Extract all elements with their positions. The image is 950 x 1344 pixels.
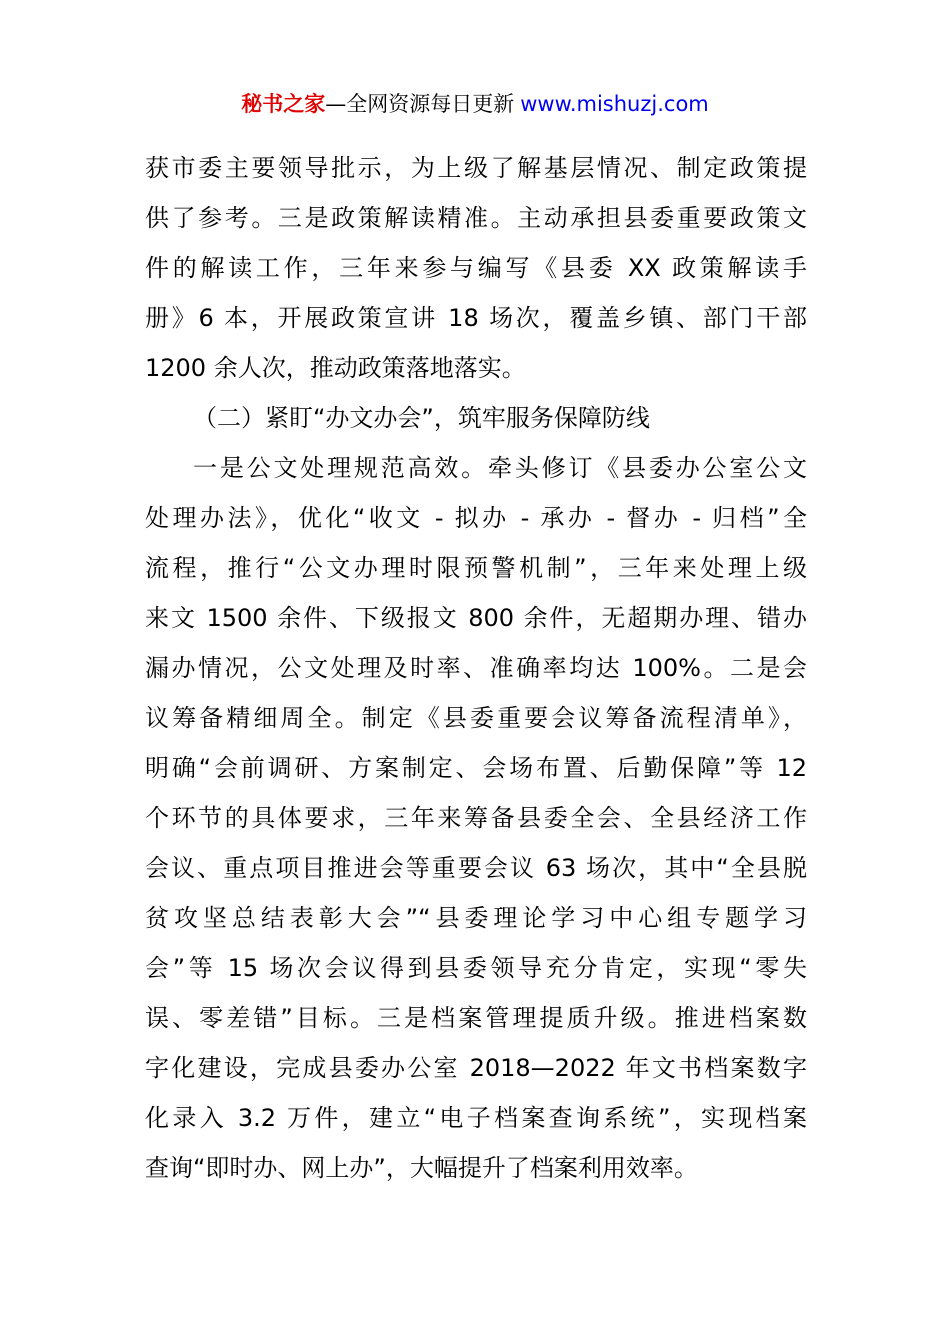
body-line: 个环节的具体要求，三年来筹备县委全会、全县经济工作 — [145, 804, 807, 832]
body-line: 字化建设，完成县委办公室 2018—2022 年文书档案数字 — [145, 1054, 807, 1082]
body-line: 会议、重点项目推进会等重要会议 63 场次，其中“全县脱 — [145, 854, 807, 882]
body-line: 供了参考。三是政策解读精准。主动承担县委重要政策文 — [145, 204, 807, 232]
body-line: 件的解读工作，三年来参与编写《县委 XX 政策解读手 — [145, 254, 807, 282]
body-line: 贫攻坚总结表彰大会”“县委理论学习中心组专题学习 — [145, 904, 807, 932]
body-line: 流程，推行“公文办理时限预警机制”，三年来处理上级 — [145, 554, 807, 582]
website-link[interactable]: www.mishuzj.com — [520, 92, 709, 116]
body-line: 册》6 本，开展政策宣讲 18 场次，覆盖乡镇、部门干部 — [145, 304, 807, 332]
body-line: 明确“会前调研、方案制定、会场布置、后勤保障”等 12 — [145, 754, 807, 782]
body-line: 误、零差错”目标。三是档案管理提质升级。推进档案数 — [145, 1004, 807, 1032]
body-line: 会”等 15 场次会议得到县委领导充分肯定，实现“零失 — [145, 954, 807, 982]
header-slogan: —全网资源每日更新 — [325, 92, 515, 116]
brand-name: 秘书之家 — [241, 92, 326, 116]
document-body — [145, 143, 807, 1193]
body-line: 获市委主要领导批示，为上级了解基层情况、制定政策提 — [145, 154, 807, 182]
body-line: 处理办法》，优化“收文 - 拟办 - 承办 - 督办 - 归档”全 — [145, 504, 807, 532]
body-line: 查询“即时办、网上办”，大幅提升了档案利用效率。 — [145, 1154, 698, 1182]
body-line: 议筹备精细周全。制定《县委重要会议筹备流程清单》， — [145, 704, 807, 732]
body-line: 化录入 3.2 万件，建立“电子档案查询系统”，实现档案 — [145, 1104, 807, 1132]
body-line: 来文 1500 余件、下级报文 800 余件，无超期办理、错办 — [145, 604, 807, 632]
body-line: 漏办情况，公文处理及时率、准确率均达 100%。二是会 — [145, 654, 807, 682]
section-heading: （二）紧盯“办文办会”，筑牢服务保障防线 — [193, 404, 650, 432]
body-line: 一是公文处理规范高效。牵头修订《县委办公室公文 — [193, 454, 807, 482]
body-line: 1200 余人次，推动政策落地落实。 — [145, 354, 526, 382]
page-header — [0, 88, 950, 120]
